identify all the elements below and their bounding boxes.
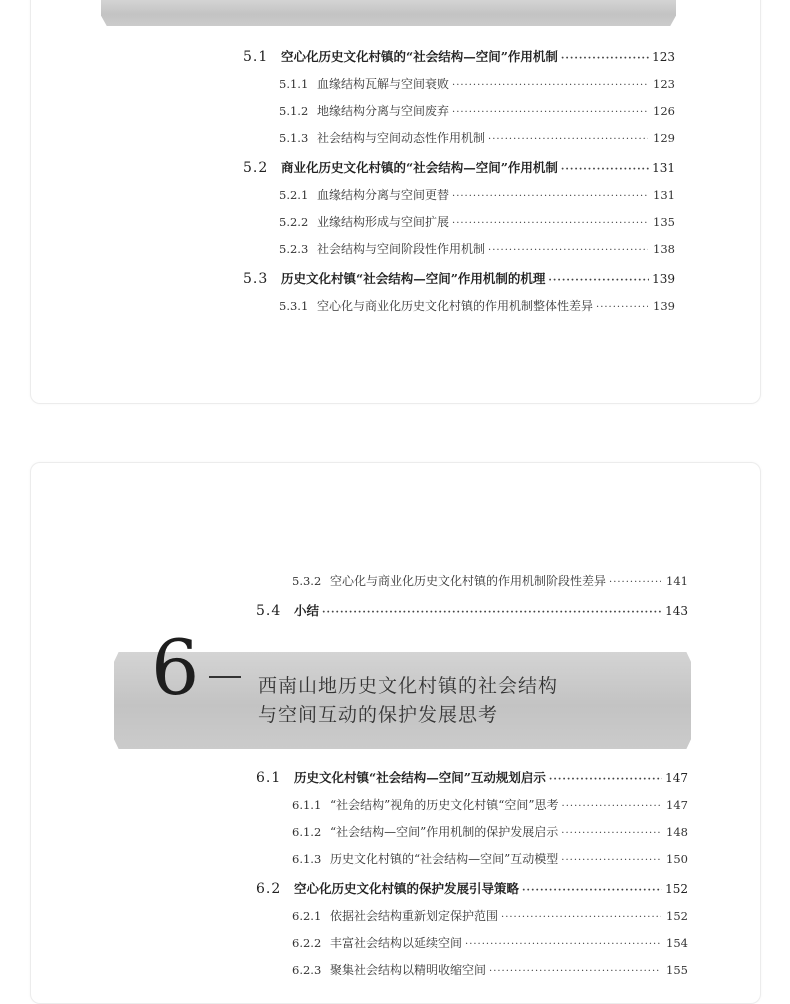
toc-leader [322, 604, 662, 622]
toc-title: 社会结构与空间动态性作用机制 [317, 131, 486, 145]
toc-page: 152 [665, 882, 688, 896]
chapter-banner-fragment [101, 0, 676, 26]
toc-number: 5.1 [243, 49, 269, 65]
toc-entry-6-2-3[interactable] [292, 961, 688, 981]
toc-number: 5.1.2 [279, 104, 309, 118]
toc-page: 129 [653, 131, 675, 145]
toc-leader [549, 771, 662, 789]
toc-number: 6.2.1 [292, 909, 322, 923]
toc-title: 历史文化村镇的“社会结构—空间”互动模型 [330, 852, 559, 866]
toc-leader [488, 131, 648, 149]
toc-number: 6.1.2 [292, 825, 322, 839]
toc-entry-5-2-3[interactable] [279, 240, 675, 260]
toc-number: 6.1.1 [292, 798, 322, 812]
toc-title: 历史文化村镇“社会结构—空间”互动规划启示 [294, 770, 546, 785]
toc-leader [465, 936, 661, 954]
toc-leader [452, 104, 648, 122]
toc-page: 155 [666, 963, 688, 977]
toc-title: 空心化历史文化村镇的保护发展引导策略 [294, 881, 520, 896]
toc-number: 5.2.3 [279, 242, 309, 256]
toc-number: 6.1 [256, 770, 282, 786]
toc-entry-6-1-2[interactable] [292, 823, 688, 843]
toc-title: 血缘结构分离与空间更替 [317, 188, 450, 202]
toc-title: 血缘结构瓦解与空间衰败 [317, 77, 450, 91]
toc-leader [489, 963, 661, 981]
toc-page: 143 [665, 604, 688, 618]
toc-leader [488, 242, 648, 260]
toc-number: 5.2 [243, 160, 269, 176]
toc-page: 138 [653, 242, 675, 256]
chapter-title [258, 672, 558, 730]
toc-leader [561, 161, 649, 179]
toc-leader [452, 215, 648, 233]
toc-entry-5-2[interactable] [243, 159, 675, 179]
toc-entry-5-2-1[interactable] [279, 186, 675, 206]
toc-leader [452, 188, 648, 206]
toc-title: 社会结构与空间阶段性作用机制 [317, 242, 486, 256]
toc-page: 147 [665, 771, 688, 785]
toc-page: 152 [666, 909, 688, 923]
toc-number: 5.2.1 [279, 188, 309, 202]
toc-page: 131 [653, 188, 675, 202]
toc-entry-6-1[interactable] [256, 769, 688, 789]
toc-page: 135 [653, 215, 675, 229]
toc-title: 空心化与商业化历史文化村镇的作用机制阶段性差异 [330, 574, 607, 588]
toc-title: 地缘结构分离与空间废弃 [317, 104, 450, 118]
toc-title: “社会结构”视角的历史文化村镇“空间”思考 [330, 798, 559, 812]
toc-leader [609, 574, 661, 592]
toc-page: 150 [666, 852, 688, 866]
toc-leader [501, 909, 661, 927]
toc-number: 6.2.3 [292, 963, 322, 977]
toc-number: 5.3 [243, 271, 269, 287]
toc-number: 5.1.1 [279, 77, 309, 91]
toc-number: 6.2 [256, 881, 282, 897]
toc-title: 历史文化村镇“社会结构—空间”作用机制的机理 [281, 271, 546, 286]
toc-title: “社会结构—空间”作用机制的保护发展启示 [330, 825, 559, 839]
toc-page: 154 [666, 936, 688, 950]
toc-page: 123 [652, 50, 675, 64]
toc-entry-5-1-1[interactable] [279, 75, 675, 95]
toc-entry-5-3-1[interactable] [279, 297, 675, 317]
toc-leader [548, 272, 649, 290]
toc-entry-5-1-3[interactable] [279, 129, 675, 149]
toc-page: 126 [653, 104, 675, 118]
toc-entry-5-2-2[interactable] [279, 213, 675, 233]
toc-entry-6-1-3[interactable] [292, 850, 688, 870]
toc-leader [561, 50, 649, 68]
toc-title: 商业化历史文化村镇的“社会结构—空间”作用机制 [281, 160, 558, 175]
toc-number: 5.3.1 [279, 299, 309, 313]
toc-entry-5-3[interactable] [243, 270, 675, 290]
toc-page: 131 [652, 161, 675, 175]
toc-title: 聚集社会结构以精明收缩空间 [330, 963, 487, 977]
toc-title: 丰富社会结构以延续空间 [330, 936, 463, 950]
toc-leader [562, 798, 661, 816]
toc-page: 141 [666, 574, 688, 588]
toc-leader [452, 77, 648, 95]
toc-page: 139 [653, 299, 675, 313]
toc-entry-6-1-1[interactable] [292, 796, 688, 816]
toc-entry-5-1[interactable] [243, 48, 675, 68]
toc-title: 空心化历史文化村镇的“社会结构—空间”作用机制 [281, 49, 558, 64]
toc-title: 空心化与商业化历史文化村镇的作用机制整体性差异 [317, 299, 594, 313]
toc-entry-6-2-1[interactable] [292, 907, 688, 927]
toc-leader [522, 882, 662, 900]
toc-entry-5-4[interactable] [256, 602, 688, 622]
toc-entry-6-2[interactable] [256, 880, 688, 900]
toc-page: 139 [652, 272, 675, 286]
toc-entry-5-3-2[interactable] [292, 572, 688, 592]
toc-leader [561, 825, 661, 843]
toc-number: 5.3.2 [292, 574, 322, 588]
toc-number: 6.2.2 [292, 936, 322, 950]
toc-number: 6.1.3 [292, 852, 322, 866]
toc-title: 业缘结构形成与空间扩展 [317, 215, 450, 229]
toc-page: 123 [653, 77, 675, 91]
toc-leader [596, 299, 648, 317]
toc-title: 小结 [294, 603, 320, 618]
toc-page: 148 [666, 825, 688, 839]
toc-leader [561, 852, 661, 870]
toc-title: 依据社会结构重新划定保护范围 [330, 909, 499, 923]
toc-entry-6-2-2[interactable] [292, 934, 688, 954]
chapter-number: 6 [151, 623, 198, 712]
toc-entry-5-1-2[interactable] [279, 102, 675, 122]
toc-number: 5.2.2 [279, 215, 309, 229]
chapter-title-line-1: 西南山地历史文化村镇的社会结构 [258, 675, 559, 697]
chapter-title-line-2: 与空间互动的保护发展思考 [258, 704, 499, 726]
toc-page: 147 [666, 798, 688, 812]
toc-number: 5.4 [256, 603, 282, 619]
toc-number: 5.1.3 [279, 131, 309, 145]
chapter-dash [209, 676, 241, 678]
